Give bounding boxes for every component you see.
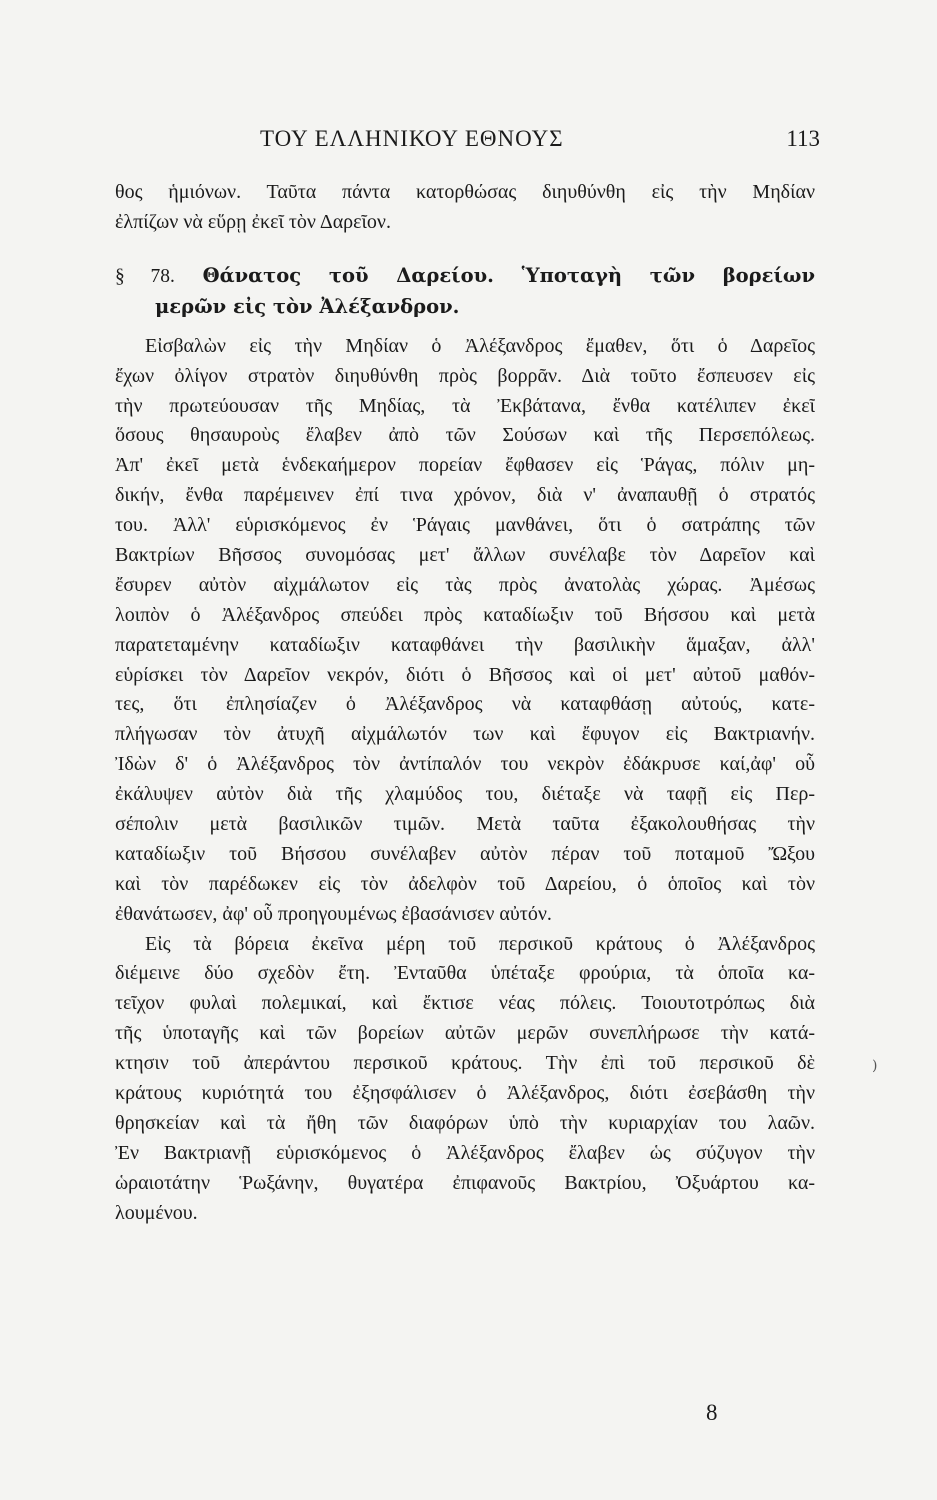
- text-line: ἐλπίζων νὰ εὕρῃ ἐκεῖ τὸν Δαρεῖον.: [115, 210, 391, 233]
- text-line: καὶ τὸν παρέδωκεν εἰς τὸν ἀδελφὸν τοῦ Δαρείου, ὁ ὁποῖος καὶ τὸν: [115, 872, 815, 895]
- section-number: § 78.: [115, 265, 175, 287]
- text-line: Ἀπ' ἐκεῖ μετὰ ἑνδεκαήμερον πορείαν ἔφθασεν εἰς Ῥάγας, πόλιν μη-: [115, 454, 815, 477]
- text-line: σέπολιν μετὰ βασιλικῶν τιμῶν. Μετὰ ταῦτα ἐξακολουθήσας τὴν: [115, 813, 815, 836]
- text-line: εὑρίσκει τὸν Δαρεῖον νεκρόν, διότι ὁ Βῆσσος καὶ οἱ μετ' αὐτοῦ μαθόν-: [115, 663, 815, 686]
- text-line: λουμένου.: [115, 1201, 198, 1224]
- body-text: [115, 178, 815, 1229]
- text-line: παρατεταμένην καταδίωξιν καταφθάνει τὴν βασιλικὴν ἅμαξαν, ἀλλ': [115, 633, 815, 656]
- text-line: Βακτρίων Βῆσσος συνομόσας μετ' ἄλλων συνέλαβε τὸν Δαρεῖον καὶ: [115, 544, 815, 567]
- text-line: ἔχων ὀλίγον στρατὸν διηυθύνθη πρὸς βορρᾶν. Διὰ τοῦτο ἔσπευσεν εἰς: [115, 364, 815, 387]
- section-title-part1: Θάνατος τοῦ Δαρείου. Ὑποταγὴ τῶν βορείων: [202, 263, 815, 287]
- text-line: ἐκάλυψεν αὐτὸν διὰ τῆς χλαμύδος του, διέταξε νὰ ταφῇ εἰς Περ-: [115, 783, 815, 806]
- text-line: λοιπὸν ὁ Ἀλέξανδρος σπεύδει πρὸς καταδίωξιν τοῦ Βήσσου καὶ μετὰ: [115, 603, 815, 626]
- text-line: κτησιν τοῦ ἀπεράντου περσικοῦ κράτους. Τὴν ἐπὶ τοῦ περσικοῦ δὲ: [115, 1052, 815, 1075]
- text-line: δικήν, ἔνθα παρέμεινεν ἐπί τινα χρόνον, διὰ ν' ἀναπαυθῇ ὁ στρατός: [115, 484, 815, 507]
- text-line: διέμεινε δύο σχεδὸν ἔτη. Ἐνταῦθα ὑπέταξε φρούρια, τὰ ὁποῖα κα-: [115, 962, 815, 985]
- text-line: καταδίωξιν τοῦ Βήσσου συνέλαβεν αὐτὸν πέραν τοῦ ποταμοῦ Ὤξου: [115, 842, 815, 865]
- running-title: ΤΟΥ ΕΛΛΗΝΙΚΟΥ ΕΘΝΟΥΣ: [260, 126, 564, 151]
- text-line: του. Ἀλλ' εὑρισκόμενος ἐν Ῥάγαις μανθάνει, ὅτι ὁ σατράπης τῶν: [115, 514, 815, 537]
- running-head: [120, 120, 820, 160]
- section-title-part2: μερῶν εἰς τὸν Ἀλέξανδρον.: [155, 294, 460, 318]
- page-number: 113: [786, 126, 820, 151]
- text-line: θος ἡμιόνων. Ταῦτα πάντα κατορθώσας διηυθύνθη εἰς τὴν Μηδίαν: [115, 181, 815, 203]
- margin-mark: ): [872, 1058, 878, 1074]
- text-line: ἔσυρεν αὐτὸν αἰχμάλωτον εἰς τὰς πρὸς ἀνατολὰς χώρας. Ἀμέσως: [115, 573, 815, 596]
- text-line: ὡραιοτάτην Ῥωξάνην, θυγατέρα ἐπιφανοῦς Βακτρίου, Ὀξυάρτου κα-: [115, 1171, 815, 1194]
- text-line: θρησκείαν καὶ τὰ ἤθη τῶν διαφόρων ὑπὸ τὴν κυριαρχίαν του λαῶν.: [115, 1111, 815, 1134]
- text-line: Εἰσβαλὼν εἰς τὴν Μηδίαν ὁ Ἀλέξανδρος ἔμαθεν, ὅτι ὁ Δαρεῖος: [145, 334, 815, 357]
- text-line: τεῖχον φυλαὶ πολεμικαί, καὶ ἔκτισε νέας πόλεις. Τοιουτοτρόπως διὰ: [115, 992, 815, 1015]
- paragraph: [115, 930, 815, 1229]
- text-line: Ἰδὼν δ' ὁ Ἀλέξανδρος τὸν ἀντίπαλόν του νεκρὸν ἐδάκρυσε καί,ἀφ' οὗ: [115, 753, 815, 776]
- paragraph: [115, 332, 815, 930]
- signature-mark: 8: [706, 1400, 718, 1425]
- text-line: Εἰς τὰ βόρεια ἐκεῖνα μέρη τοῦ περσικοῦ κράτους ὁ Ἀλέξανδρος: [145, 932, 815, 955]
- text-line: πλήγωσαν τὸν ἀτυχῆ αἰχμάλωτόν των καὶ ἔφυγον εἰς Βακτριανήν.: [115, 723, 815, 746]
- text-line: τὴν πρωτεύουσαν τῆς Μηδίας, τὰ Ἐκβάτανα, ἔνθα κατέλιπεν ἐκεῖ: [115, 394, 815, 417]
- text-line: ἐθανάτωσεν, ἀφ' οὗ προηγουμένως ἐβασάνισεν αὐτόν.: [115, 902, 552, 925]
- text-line: τες, ὅτι ἐπλησίαζεν ὁ Ἀλέξανδρος νὰ καταφθάσῃ αὐτούς, κατε-: [115, 693, 815, 716]
- text-line: Ἐν Βακτριανῇ εὑρισκόμενος ὁ Ἀλέξανδρος ἔλαβεν ὡς σύζυγον τὴν: [115, 1141, 815, 1164]
- section-heading: [115, 260, 815, 291]
- text-line: κράτους κυριότητά του ἐξησφάλισεν ὁ Ἀλέξανδρος, διότι ἐσεβάσθη τὴν: [115, 1082, 815, 1105]
- text-line: ὅσους θησαυροὺς ἔλαβεν ἀπὸ τῶν Σούσων καὶ τῆς Περσεπόλεως.: [115, 424, 815, 447]
- text-line: τῆς ὑποταγῆς καὶ τῶν βορείων αὐτῶν μερῶν συνεπλήρωσε τὴν κατά-: [115, 1022, 815, 1045]
